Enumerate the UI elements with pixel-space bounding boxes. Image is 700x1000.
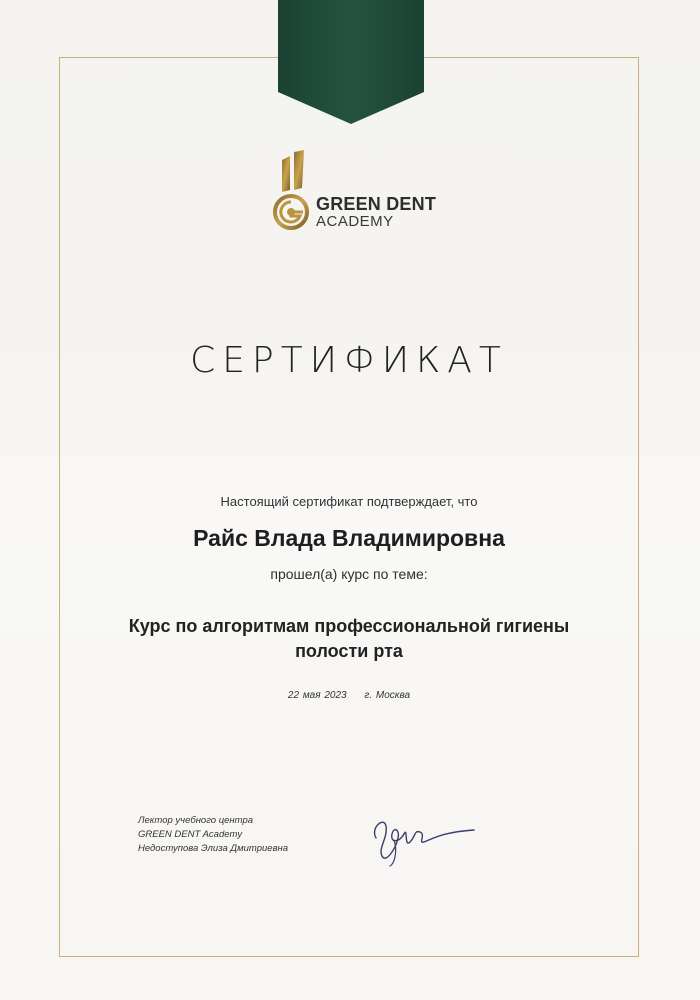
brand-subtitle: ACADEMY <box>316 213 394 230</box>
green-dent-logo <box>272 150 442 232</box>
lecturer-signature <box>364 808 484 868</box>
lecturer-role: Лектор учебного центра <box>138 815 254 826</box>
tooth-g-logo-icon <box>272 150 316 232</box>
green-ribbon <box>278 0 424 124</box>
completed-course-text: прошел(а) курс по теме: <box>270 566 428 582</box>
lecturer-name: Недоступова Элиза Дмитриевна <box>138 843 289 854</box>
lecturer-block <box>138 814 288 856</box>
certificate-title: СЕРТИФИКАТ <box>190 340 508 381</box>
recipient-name: Райс Влада Владимировна <box>193 525 505 551</box>
issue-place: г. Москва <box>364 690 411 701</box>
course-title: Курс по алгоритмам профессиональной гигиены полости рта <box>128 616 570 661</box>
intro-text: Настоящий сертификат подтверждает, что <box>220 494 478 509</box>
date-place-line <box>59 690 639 701</box>
brand-name: GREEN DENT <box>316 194 437 214</box>
lecturer-organization: GREEN DENT Academy <box>138 829 243 840</box>
issue-date: 22 мая 2023 <box>287 690 347 701</box>
